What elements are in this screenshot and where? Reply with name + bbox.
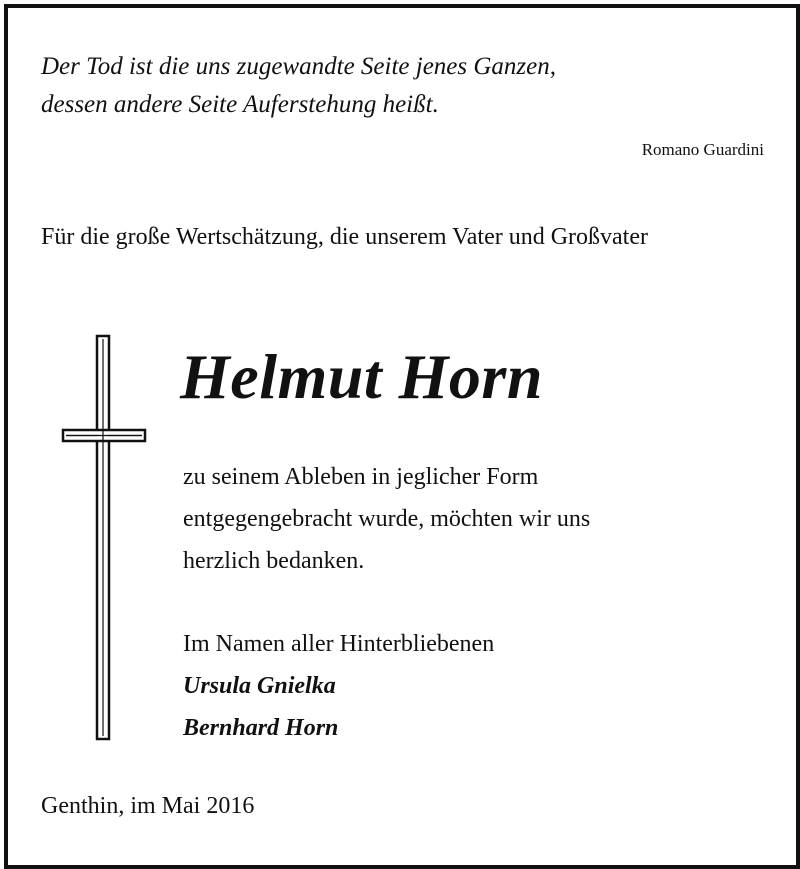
signoff-intro: Im Namen aller Hinterbliebenen: [183, 631, 495, 657]
notice-frame: [4, 4, 800, 869]
thanks-line-3: herzlich bedanken.: [183, 548, 365, 574]
signer-name: Ursula Gnielka: [183, 673, 336, 699]
quote-author: Romano Guardini: [641, 140, 764, 159]
cross-icon: [60, 333, 150, 743]
signoff: [183, 623, 494, 749]
quote: [41, 48, 761, 124]
quote-line-2: dessen andere Seite Auferstehung heißt.: [41, 91, 439, 118]
signer-name: Bernhard Horn: [183, 715, 339, 741]
thanks-line-1: zu seinem Ableben in jeglicher Form: [183, 464, 539, 490]
thanks-line-2: entgegengebracht wurde, möchten wir uns: [183, 506, 591, 532]
intro-text: Für die große Wertschätzung, die unserem Vater und Großvater: [41, 224, 648, 250]
thanks-text: [183, 456, 763, 582]
place-date: Genthin, im Mai 2016: [41, 793, 255, 819]
deceased-name: Helmut Horn: [180, 341, 543, 412]
quote-line-1: Der Tod ist die uns zugewandte Seite jenes Ganzen,: [41, 53, 557, 80]
